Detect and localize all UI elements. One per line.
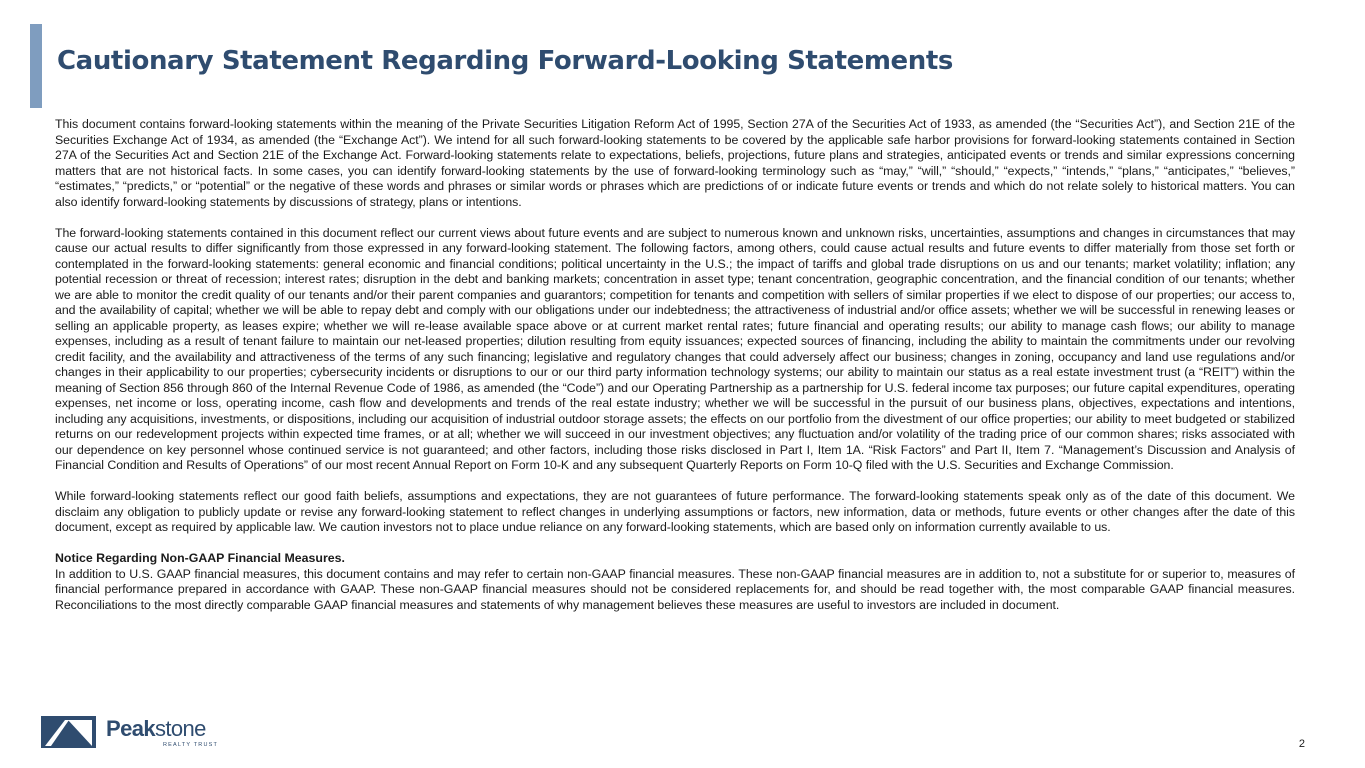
peakstone-mountain-icon (41, 716, 96, 748)
paragraph-risk-factors: The forward-looking statements contained in this document reflect our current views about future events and are subject to numerous known and unknown risks, uncertainties, assumptions and changes in circumstances that may cause our actual results to differ significantly from those expressed in any forward-looking statement. The following factors, among others, could cause actual results and future events to differ materially from those set forth or contemplated in the forward-looking statements: general economic and financial conditions; political uncertainty in the U.S.; the impact of tariffs and global trade disruptions on us and our tenants; market volatility; inflation; any potential recession or threat of recession; interest rates; disruption in the debt and banking markets; concentration in asset type; tenant concentration, geographic concentration, and the financial condition of our tenants; whether we are able to monitor the credit quality of our tenants and/or their parent companies and guarantors; competition for tenants and competition with sellers of similar properties if we elect to dispose of our properties; our access to, and the availability of capital; whether we will be able to repay debt and comply with our obligations under our indebtedness; the attractiveness of industrial and/or office assets; whether we will be successful in renewing leases or selling an applicable property, as leases expire; whether we will re-lease available space above or at current market rental rates; future financial and operating results; our ability to manage cash flows; our ability to manage expenses, including as a result of tenant failure to maintain our net-leased properties; dilution resulting from equity issuances; expected sources of financing, including the ability to maintain the commitments under our revolving credit facility, and the availability and attractiveness of the terms of any such financing; legislative and regulatory changes that could adversely affect our business; changes in zoning, occupancy and land use regulations and/or changes in their applicability to our properties; cybersecurity incidents or disruptions to our or our third party information technology systems; our ability to maintain our status as a real estate investment trust (a “REIT”) within the meaning of Section 856 through 860 of the Internal Revenue Code of 1986, as amended (the “Code”) and our Operating Partnership as a partnership for U.S. federal income tax purposes; our future capital expenditures, operating expenses, net income or loss, operating income, cash flow and developments and trends of the real estate industry; whether we will be successful in the pursuit of our business plans, objectives, expectations and intentions, including any acquisitions, investments, or dispositions, including our acquisition of industrial outdoor storage assets; the effects on our portfolio from the divestment of our office properties; our ability to meet budgeted or stabilized returns on our redevelopment projects within expected time frames, or at all; whether we will succeed in our investment objectives; any fluctuation and/or volatility of the trading price of our common shares; risks associated with our dependence on key personnel whose continued service is not guaranteed; and other factors, including those risks disclosed in Part I, Item 1A. “Risk Factors” and Part II, Item 7. “Management’s Discussion and Analysis of Financial Condition and Results of Operations” of our most recent Annual Report on Form 10-K and any subsequent Quarterly Reports on Form 10-Q filed with the U.S. Securities and Exchange Commission. (55, 225, 1295, 472)
peakstone-logo (41, 714, 241, 750)
non-gaap-heading: Notice Regarding Non-GAAP Financial Measures. (55, 551, 345, 565)
logo-word-strong: Peak (106, 716, 155, 741)
logo-word-light: stone (154, 716, 206, 741)
page-title: Cautionary Statement Regarding Forward-Looking Statements (57, 46, 953, 76)
non-gaap-paragraph: In addition to U.S. GAAP financial measures, this document contains and may refer to certain non-GAAP financial measures. These non-GAAP financial measures are in addition to, not a substitute for or superior to, measures of financial performance prepared in accordance with GAAP. These non-GAAP financial measures should not be considered replacements for, and should be read together with, the most comparable GAAP financial measures. Reconciliations to the most directly comparable GAAP financial measures and statements of why management believes these measures are useful to investors are included in document. (55, 566, 1295, 612)
page-number: 2 (1298, 738, 1305, 750)
disclaimer-body (55, 117, 1295, 613)
logo-tagline: REALTY TRUST (163, 742, 219, 748)
paragraph-forward-looking-intro: This document contains forward-looking statements within the meaning of the Private Securities Litigation Reform Act of 1995, Section 27A of the Securities Act of 1933, as amended (the “Securities Act”), and Section 21E of the Securities Exchange Act of 1934, as amended (the “Exchange Act”). We intend for all such forward-looking statements to be covered by the applicable safe harbor provisions for forward-looking statements contained in Section 27A of the Securities Act and Section 21E of the Exchange Act. Forward-looking statements relate to expectations, beliefs, projections, future plans and strategies, anticipated events or trends and similar expressions concerning matters that are not historical facts. In some cases, you can identify forward-looking statements by the use of forward-looking terminology such as “may,” “will,” “should,” “expects,” “intends,” “plans,” “anticipates,” “believes,” “estimates,” “predicts,” or “potential” or the negative of these words and phrases or similar words or phrases which are predictions of or indicate future events or trends and which do not relate solely to historical matters. You can also identify forward-looking statements by discussions of strategy, plans or intentions. (55, 117, 1295, 209)
title-accent-bar (30, 24, 42, 108)
logo-wordmark (106, 718, 206, 740)
paragraph-no-guarantee: While forward-looking statements reflect our good faith beliefs, assumptions and expectations, they are not guarantees of future performance. The forward-looking statements speak only as of the date of this document. We disclaim any obligation to publicly update or revise any forward-looking statement to reflect changes in underlying assumptions or factors, new information, data or methods, future events or other changes after the date of this document, except as required by applicable law. We caution investors not to place undue reliance on any forward-looking statements, which are based only on information currently available to us. (55, 489, 1295, 534)
